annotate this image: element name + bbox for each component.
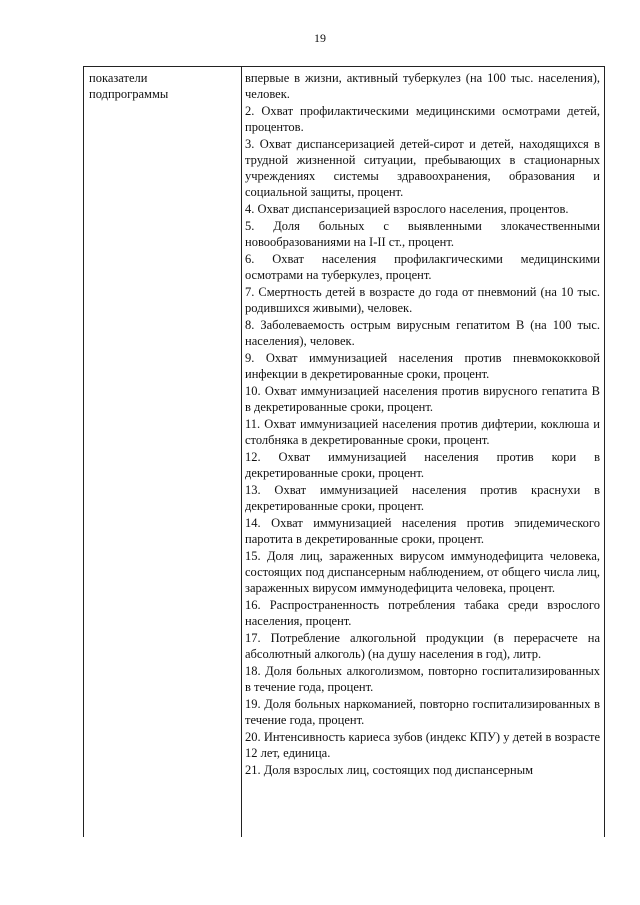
indicator-item: 17. Потребление алкогольной продукции (в перерасчете на абсолютный алкоголь) (на душу населения в год), литр.	[245, 631, 600, 661]
label-line-2: подпрограммы	[89, 87, 169, 101]
indicator-item: 14. Охват иммунизацией населения против эпидемического паротита в декретированные сроки, процент.	[245, 516, 600, 546]
indicator-item: 5. Доля больных с выявленными злокачественными новообразованиями на I-II ст., процент.	[245, 219, 600, 249]
indicator-item: 12. Охват иммунизацией населения против кори в декретированные сроки, процент.	[245, 450, 600, 480]
indicators-table	[83, 66, 605, 837]
indicator-item: 11. Охват иммунизацией населения против дифтерии, коклюша и столбняка в декретированные сроки, процент.	[245, 417, 600, 447]
table-content-cell	[242, 67, 604, 837]
indicator-item: 19. Доля больных наркоманией, повторно госпитализированных в течение года, процент.	[245, 697, 600, 727]
indicator-item: 2. Охват профилактическими медицинскими осмотрами детей, процентов.	[245, 104, 600, 134]
indicator-item: 18. Доля больных алкоголизмом, повторно госпитализированных в течение года, процент.	[245, 664, 600, 694]
indicator-item: 4. Охват диспансеризацией взрослого населения, процентов.	[245, 202, 569, 216]
indicator-item: 8. Заболеваемость острым вирусным гепатитом В (на 100 тыс. населения), человек.	[245, 318, 600, 348]
indicator-item: впервые в жизни, активный туберкулез (на 100 тыс. населения), человек.	[245, 71, 600, 101]
indicator-item: 15. Доля лиц, зараженных вирусом иммунодефицита человека, состоящих под диспансерным наблюдением, от общего числа лиц, зараженных вирусом иммунодефицита человека, процент.	[245, 549, 600, 595]
indicator-item: 3. Охват диспансеризацией детей-сирот и детей, находящихся в трудной жизненной ситуации, пребывающих в стационарных учреждениях системы здравоохранения, образования и социальной защиты, процент.	[245, 137, 600, 199]
indicator-item: 21. Доля взрослых лиц, состоящих под диспансерным	[245, 763, 534, 777]
table-label-cell	[84, 67, 242, 837]
indicator-item: 13. Охват иммунизацией населения против краснухи в декретированные сроки, процент.	[245, 483, 600, 513]
indicator-item: 20. Интенсивность кариеса зубов (индекс КПУ) у детей в возрасте 12 лет, единица.	[245, 730, 600, 760]
label-line-1: показатели	[89, 71, 148, 85]
indicator-item: 7. Смертность детей в возрасте до года от пневмоний (на 10 тыс. родившихся живыми), человек.	[245, 285, 600, 315]
page-number: 19	[314, 31, 326, 45]
indicator-item: 16. Распространенность потребления табака среди взрослого населения, процент.	[245, 598, 600, 628]
indicator-item: 6. Охват населения профилакгическими медицинскими осмотрами на туберкулез, процент.	[245, 252, 600, 282]
indicator-item: 9. Охват иммунизацией населения против пневмококковой инфекции в декретированные сроки, процент.	[245, 351, 600, 381]
indicator-item: 10. Охват иммунизацией населения против вирусного гепатита В в декретированные сроки, процент.	[245, 384, 600, 414]
